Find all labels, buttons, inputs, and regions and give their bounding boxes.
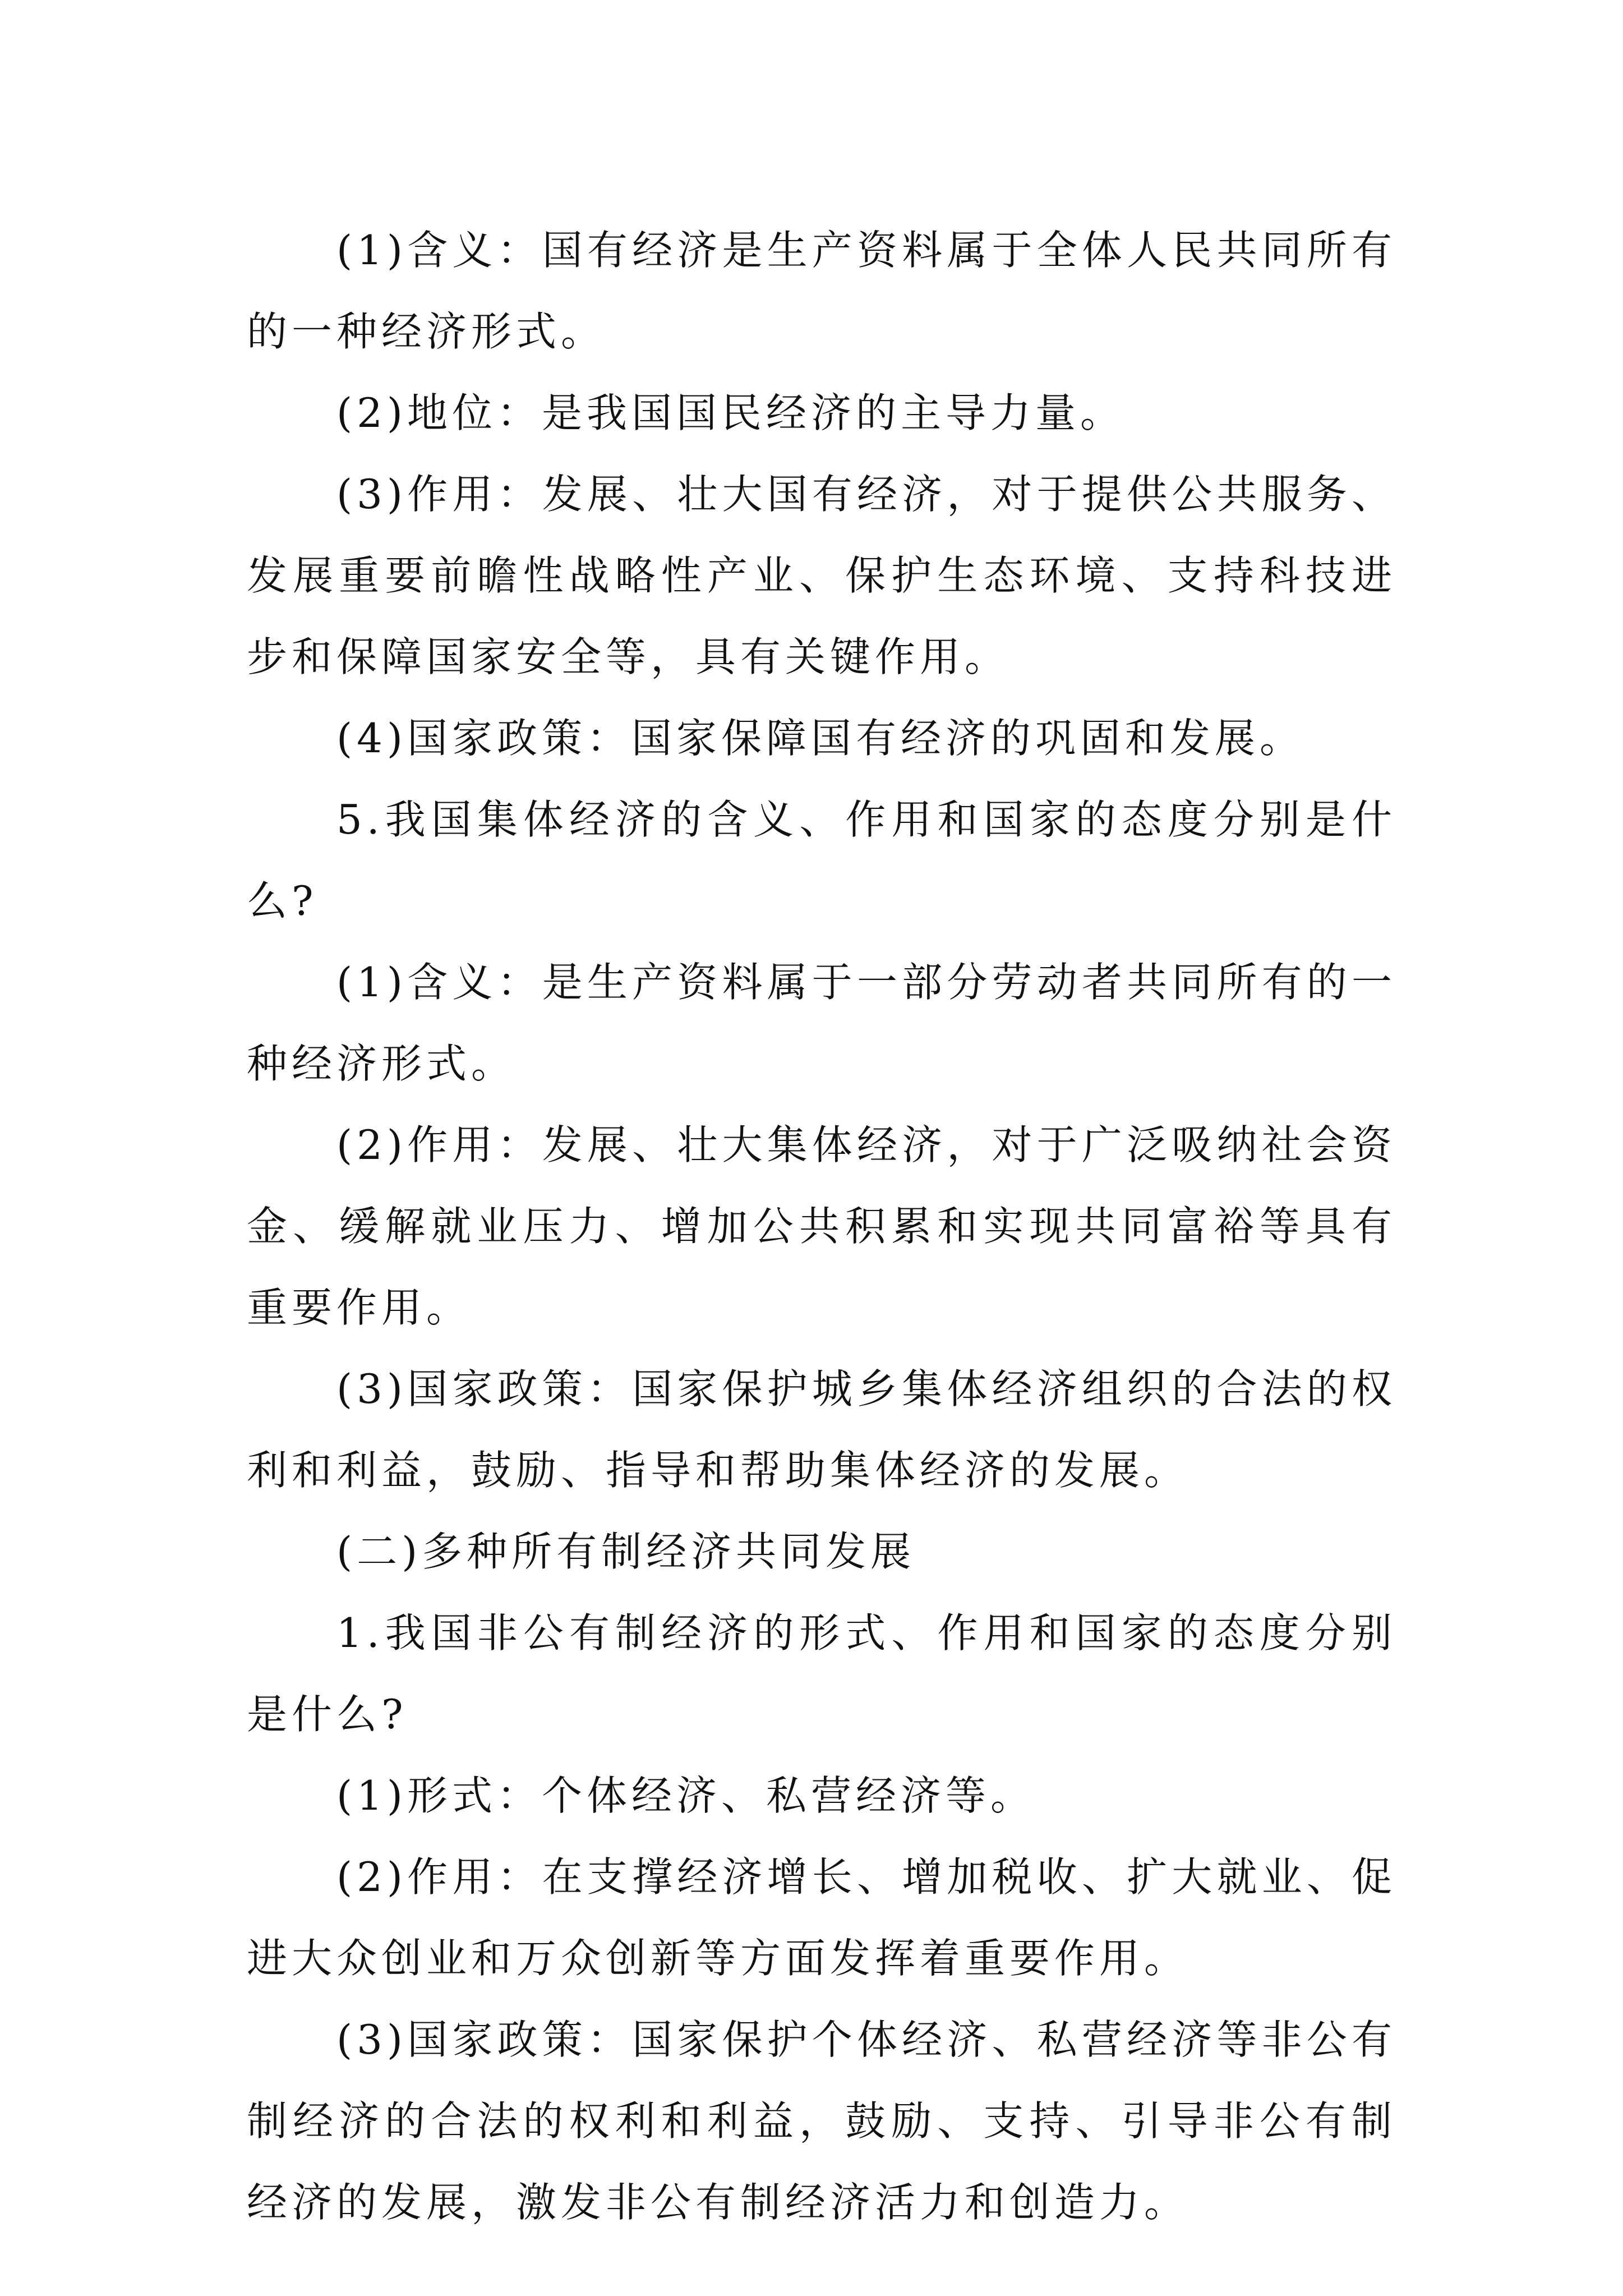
paragraph-state-economy-status: (2)地位：是我国国民经济的主导力量。 [336,389,1125,436]
paragraph-collective-economy-policy: (3)国家政策：国家保护城乡集体经济组织的合法的权利和利益，鼓励、指导和帮助集体经济的发展。 [247,1365,1396,1494]
paragraph-state-economy-meaning: (1)含义：国有经济是生产资料属于全体人民共同所有的一种经济形式。 [247,227,1396,355]
paragraph-collective-economy-role: (2)作用：发展、壮大集体经济，对于广泛吸纳社会资金、缓解就业压力、增加公共积累和实现共同富裕等具有重要作用。 [247,1121,1396,1331]
paragraph-state-economy-policy: (4)国家政策：国家保障国有经济的巩固和发展。 [336,715,1304,762]
paragraph-non-public-economy-forms: (1)形式：个体经济、私营经济等。 [336,1772,1035,1819]
paragraph-collective-economy-meaning: (1)含义：是生产资料属于一部分劳动者共同所有的一种经济形式。 [247,959,1396,1087]
paragraph-non-public-economy-role: (2)作用：在支撑经济增长、增加税收、扩大就业、促进大众创业和万众创新等方面发挥着重要作用。 [247,1853,1396,1982]
paragraph-non-public-economy-policy: (3)国家政策：国家保护个体经济、私营经济等非公有制经济的合法的权利和利益，鼓励、支持、引导非公有制经济的发展，激发非公有制经济活力和创造力。 [247,2016,1396,2226]
paragraph-state-economy-role: (3)作用：发展、壮大国有经济，对于提供公共服务、发展重要前瞻性战略性产业、保护生态环境、支持科技进步和保障国家安全等，具有关键作用。 [247,471,1396,680]
document-body [247,210,1396,2243]
question-collective-economy: 5.我国集体经济的含义、作用和国家的态度分别是什么? [247,796,1396,924]
question-non-public-economy: 1.我国非公有制经济的形式、作用和国家的态度分别是什么? [247,1609,1396,1738]
section-heading-multiple-ownership: (二)多种所有制经济共同发展 [336,1528,916,1575]
